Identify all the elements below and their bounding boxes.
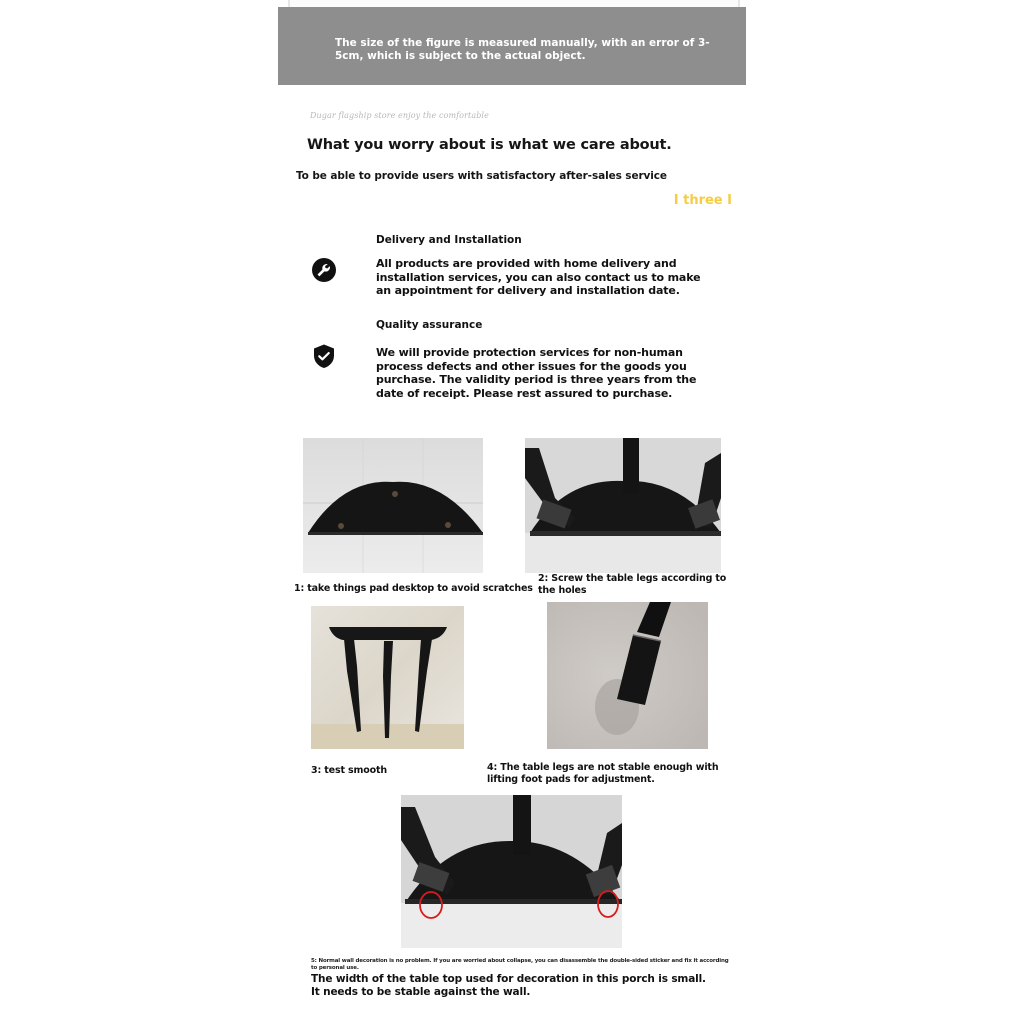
store-tagline: Dugar flagship store enjoy the comfortable [310,111,489,120]
step3-caption: 3: test smooth [311,765,388,776]
measurement-banner [278,7,746,85]
page-headline: What you worry about is what we care about. [307,137,672,153]
measurement-note: The size of the figure is measured manually, with an error of 3-5cm, which is subject to the actual object. [335,37,710,62]
step1-photo-tabletop [303,438,483,573]
step1-caption: 1: take things pad desktop to avoid scratches [294,583,533,594]
service-title: Quality assurance [376,319,483,331]
service-description: We will provide protection services for non-human process defects and other issues for the goods you purchase. The validity period is three years from the date of receipt. Please rest assured to purchase. [376,346,697,400]
shield-check-icon [311,343,337,369]
step3-photo-assembled-table [311,606,464,749]
page-subhead: To be able to provide users with satisfactory after-sales service [296,170,667,182]
step5-photo-wall-holes [401,795,622,948]
wrench-icon [311,257,337,283]
step2-caption: 2: Screw the table legs according to the holes [538,573,727,596]
step5-small-note: 5: Normal wall decoration is no problem. If you are worried about collapse, you can disassemble the double-sided sticker and fix it according to personal use. [311,958,729,971]
product-detail-page [278,0,746,1024]
step5-note: The width of the table top used for decoration in this porch is small. It needs to be stable against the wall. [311,973,706,998]
service-description: All products are provided with home delivery and installation services, you can also contact us to make an appointment for delivery and installation date. [376,257,701,297]
section-marker: I three I [673,193,732,208]
step4-caption: 4: The table legs are not stable enough with lifting foot pads for adjustment. [487,762,719,785]
step2-photo-legs-screwed [525,438,721,573]
service-title: Delivery and Installation [376,234,522,246]
top-divider [288,0,740,7]
step4-photo-foot-pad [547,602,708,749]
